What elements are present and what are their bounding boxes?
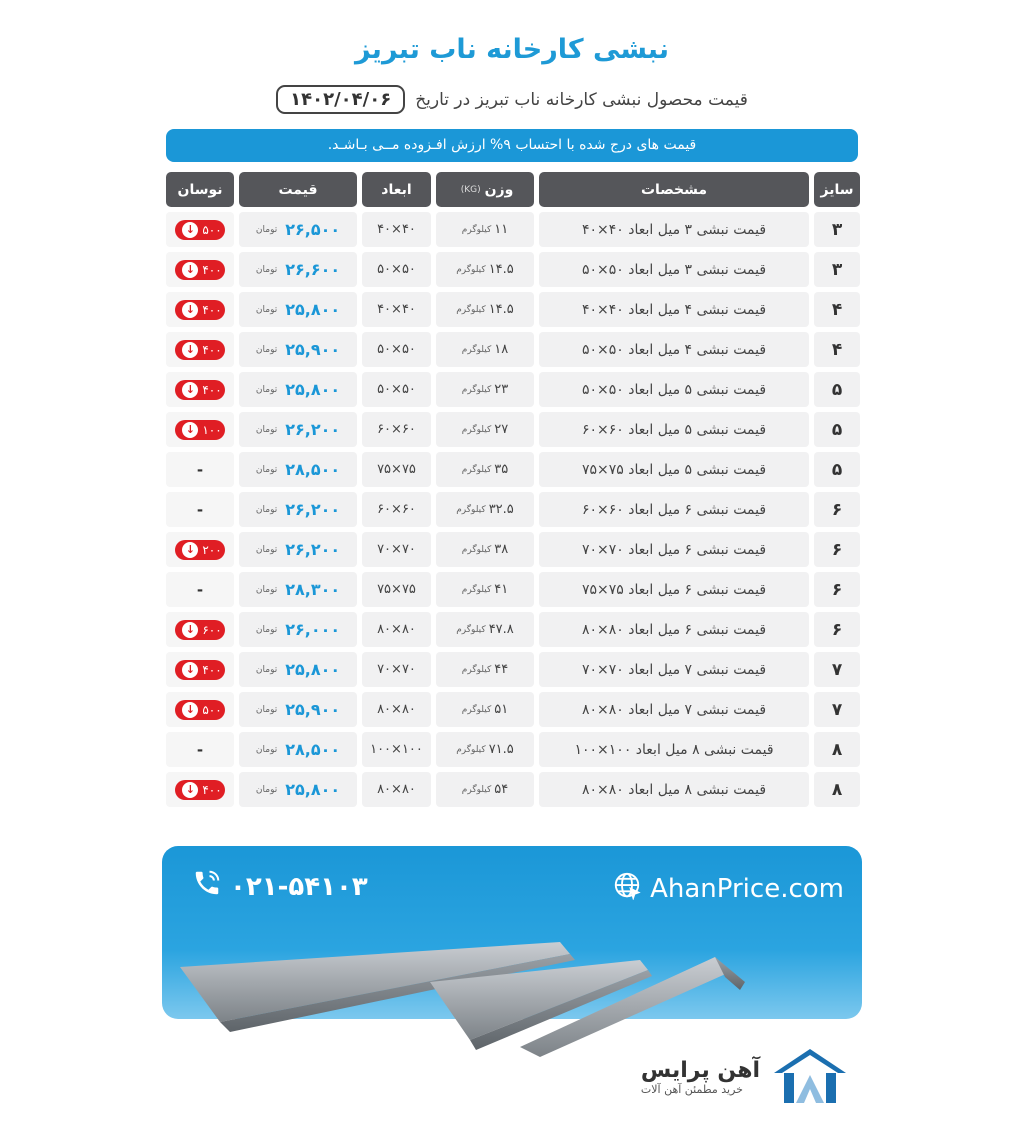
price-down-badge: [175, 420, 224, 440]
dims-cell: ۴۰×۴۰: [362, 292, 431, 327]
table-row: [164, 252, 860, 287]
header-weight: [436, 172, 534, 207]
price-down-badge: [175, 620, 224, 640]
arrow-down-icon: ↓: [182, 782, 198, 798]
weight-cell: [436, 252, 534, 287]
size-cell: ۷: [814, 692, 860, 727]
size-cell: ۷: [814, 652, 860, 687]
website-url: AhanPrice.com: [650, 873, 844, 904]
fluct-cell: [166, 692, 234, 727]
dims-cell: ۷۰×۷۰: [362, 532, 431, 567]
table-row: [164, 732, 860, 767]
weight-cell: [436, 532, 534, 567]
weight-value: ۴۴: [494, 662, 509, 677]
header-weight-label: وزن: [484, 181, 514, 198]
weight-value: ۱۴.۵: [488, 302, 514, 317]
globe-icon: [612, 870, 642, 907]
currency-label: تومان: [255, 304, 278, 315]
header-size: سایز: [814, 172, 860, 207]
table-row: [164, 372, 860, 407]
price-down-badge: [175, 380, 224, 400]
table-row: [164, 412, 860, 447]
spec-cell: قیمت نبشی ۳ میل ابعاد ۵۰×۵۰: [539, 252, 809, 287]
logo-icon: [770, 1045, 850, 1109]
fluct-cell: [166, 372, 234, 407]
price-down-badge: [175, 340, 224, 360]
size-cell: ۵: [814, 452, 860, 487]
arrow-down-icon: ↓: [182, 702, 198, 718]
dims-cell: ۸۰×۸۰: [362, 772, 431, 807]
header-spec: مشخصات: [539, 172, 809, 207]
weight-value: ۱۸: [494, 342, 509, 357]
fluct-cell: [166, 532, 234, 567]
fluct-cell: [166, 252, 234, 287]
weight-value: ۳۲.۵: [488, 502, 514, 517]
fluct-cell: [166, 652, 234, 687]
table-row: [164, 772, 860, 807]
weight-cell: [436, 292, 534, 327]
dims-cell: ۷۵×۷۵: [362, 572, 431, 607]
fluct-none: -: [196, 740, 204, 759]
weight-unit: کیلوگرم: [461, 544, 492, 555]
dims-cell: ۶۰×۶۰: [362, 412, 431, 447]
steel-angle-illustration: [170, 932, 750, 1062]
price-cell: [239, 332, 357, 367]
fluct-value: ۵۰۰: [202, 702, 222, 717]
price-value: ۲۵,۸۰۰: [285, 780, 341, 799]
dims-cell: ۵۰×۵۰: [362, 252, 431, 287]
weight-cell: [436, 612, 534, 647]
currency-label: تومان: [255, 504, 278, 515]
weight-unit: کیلوگرم: [456, 304, 486, 315]
vat-note: قیمت های درج شده با احتساب ۹% ارزش افـزوده مــی بـاشـد.: [166, 129, 858, 162]
price-value: ۲۵,۹۰۰: [285, 700, 341, 719]
fluct-value: ۴۰۰: [202, 302, 222, 317]
dims-cell: ۶۰×۶۰: [362, 492, 431, 527]
spec-cell: قیمت نبشی ۶ میل ابعاد ۸۰×۸۰: [539, 612, 809, 647]
weight-cell: [436, 492, 534, 527]
weight-cell: [436, 692, 534, 727]
size-cell: ۳: [814, 252, 860, 287]
spec-cell: قیمت نبشی ۴ میل ابعاد ۴۰×۴۰: [539, 292, 809, 327]
weight-unit: کیلوگرم: [461, 384, 492, 395]
price-cell: [239, 452, 357, 487]
dims-cell: ۷۰×۷۰: [362, 652, 431, 687]
arrow-down-icon: ↓: [182, 302, 198, 318]
subtitle: [0, 85, 1024, 114]
price-value: ۲۸,۳۰۰: [285, 580, 341, 599]
price-value: ۲۶,۰۰۰: [285, 620, 341, 639]
weight-unit: کیلوگرم: [456, 264, 486, 275]
size-cell: ۸: [814, 732, 860, 767]
price-cell: [239, 212, 357, 247]
size-cell: ۶: [814, 572, 860, 607]
logo-text: [641, 1058, 760, 1096]
weight-cell: [436, 212, 534, 247]
weight-unit: کیلوگرم: [461, 224, 492, 235]
date-badge: ۱۴۰۲/۰۴/۰۶: [276, 85, 405, 114]
dims-cell: ۴۰×۴۰: [362, 212, 431, 247]
spec-cell: قیمت نبشی ۶ میل ابعاد ۷۰×۷۰: [539, 532, 809, 567]
spec-cell: قیمت نبشی ۶ میل ابعاد ۷۵×۷۵: [539, 572, 809, 607]
weight-cell: [436, 372, 534, 407]
arrow-down-icon: ↓: [182, 622, 198, 638]
spec-cell: قیمت نبشی ۷ میل ابعاد ۸۰×۸۰: [539, 692, 809, 727]
size-cell: ۴: [814, 332, 860, 367]
price-cell: [239, 252, 357, 287]
price-value: ۲۵,۸۰۰: [285, 660, 341, 679]
phone-icon: [192, 868, 222, 905]
table-row: [164, 532, 860, 567]
price-value: ۲۸,۵۰۰: [285, 740, 341, 759]
table-row: [164, 212, 860, 247]
price-down-badge: [175, 300, 224, 320]
spec-cell: قیمت نبشی ۸ میل ابعاد ۸۰×۸۰: [539, 772, 809, 807]
size-cell: ۴: [814, 292, 860, 327]
arrow-down-icon: ↓: [182, 422, 198, 438]
header-weight-unit: (KG): [460, 184, 481, 195]
weight-unit: کیلوگرم: [461, 584, 492, 595]
fluct-cell: [166, 292, 234, 327]
spec-cell: قیمت نبشی ۵ میل ابعاد ۵۰×۵۰: [539, 372, 809, 407]
dims-cell: ۱۰۰×۱۰۰: [362, 732, 431, 767]
currency-label: تومان: [255, 424, 278, 435]
table-row: [164, 652, 860, 687]
weight-unit: کیلوگرم: [456, 744, 486, 755]
fluct-value: ۲۰۰: [202, 542, 222, 557]
price-cell: [239, 532, 357, 567]
fluct-value: ۴۰۰: [202, 262, 222, 277]
price-value: ۲۶,۲۰۰: [285, 540, 341, 559]
weight-cell: [436, 732, 534, 767]
weight-value: ۷۱.۵: [488, 742, 514, 757]
fluct-value: ۴۰۰: [202, 342, 222, 357]
weight-value: ۵۱: [494, 702, 509, 717]
fluct-value: ۴۰۰: [202, 782, 222, 797]
arrow-down-icon: ↓: [182, 542, 198, 558]
table-body: [164, 212, 860, 807]
currency-label: تومان: [255, 384, 278, 395]
table-row: [164, 572, 860, 607]
weight-unit: کیلوگرم: [456, 504, 486, 515]
price-cell: [239, 612, 357, 647]
weight-unit: کیلوگرم: [461, 704, 492, 715]
spec-cell: قیمت نبشی ۵ میل ابعاد ۷۵×۷۵: [539, 452, 809, 487]
price-down-badge: [175, 220, 224, 240]
price-cell: [239, 772, 357, 807]
weight-value: ۴۷.۸: [488, 622, 514, 637]
weight-unit: کیلوگرم: [461, 784, 492, 795]
fluct-cell: [166, 412, 234, 447]
logo-tagline: خرید مطمئن آهن آلات: [640, 1083, 743, 1096]
table-row: [164, 452, 860, 487]
fluct-cell: [166, 212, 234, 247]
dims-cell: ۵۰×۵۰: [362, 372, 431, 407]
phone-number: ۰۲۱-۵۴۱۰۳: [230, 871, 368, 902]
price-value: ۲۵,۹۰۰: [285, 340, 341, 359]
table-row: [164, 292, 860, 327]
currency-label: تومان: [255, 544, 278, 555]
currency-label: تومان: [255, 264, 278, 275]
weight-cell: [436, 332, 534, 367]
fluct-none: -: [196, 500, 204, 519]
weight-value: ۲۷: [494, 422, 509, 437]
spec-cell: قیمت نبشی ۶ میل ابعاد ۶۰×۶۰: [539, 492, 809, 527]
fluct-cell: [166, 772, 234, 807]
price-value: ۲۶,۲۰۰: [285, 420, 341, 439]
subtitle-text: قیمت محصول نبشی کارخانه ناب تبریز در تاریخ: [415, 89, 748, 110]
size-cell: ۶: [814, 612, 860, 647]
currency-label: تومان: [255, 704, 278, 715]
currency-label: تومان: [255, 344, 278, 355]
price-value: ۲۸,۵۰۰: [285, 460, 341, 479]
logo-name: آهن پرایس: [640, 1058, 760, 1083]
currency-label: تومان: [255, 624, 278, 635]
weight-unit: کیلوگرم: [461, 664, 492, 675]
phone-contact[interactable]: [192, 868, 368, 905]
size-cell: ۸: [814, 772, 860, 807]
price-cell: [239, 412, 357, 447]
currency-label: تومان: [255, 744, 278, 755]
price-value: ۲۶,۲۰۰: [285, 500, 341, 519]
table-row: [164, 692, 860, 727]
weight-unit: کیلوگرم: [456, 624, 486, 635]
weight-value: ۵۴: [494, 782, 509, 797]
header-price: قیمت: [239, 172, 357, 207]
table-row: [164, 612, 860, 647]
price-cell: [239, 652, 357, 687]
fluct-cell: [166, 492, 234, 527]
arrow-down-icon: ↓: [182, 262, 198, 278]
header-fluct: نوسان: [166, 172, 234, 207]
arrow-down-icon: ↓: [182, 662, 198, 678]
currency-label: تومان: [255, 224, 278, 235]
size-cell: ۵: [814, 412, 860, 447]
fluct-none: -: [196, 460, 204, 479]
price-cell: [239, 292, 357, 327]
spec-cell: قیمت نبشی ۸ میل ابعاد ۱۰۰×۱۰۰: [539, 732, 809, 767]
weight-value: ۱۱: [494, 222, 509, 237]
dims-cell: ۷۵×۷۵: [362, 452, 431, 487]
price-cell: [239, 492, 357, 527]
spec-cell: قیمت نبشی ۷ میل ابعاد ۷۰×۷۰: [539, 652, 809, 687]
fluct-cell: [166, 572, 234, 607]
weight-cell: [436, 412, 534, 447]
fluct-value: ۴۰۰: [202, 382, 222, 397]
price-value: ۲۶,۶۰۰: [285, 260, 341, 279]
size-cell: ۶: [814, 492, 860, 527]
header-dims: ابعاد: [362, 172, 431, 207]
page-title: نبشی کارخانه ناب تبریز: [355, 34, 669, 65]
weight-value: ۳۸: [494, 542, 509, 557]
currency-label: تومان: [255, 784, 278, 795]
weight-cell: [436, 772, 534, 807]
weight-cell: [436, 572, 534, 607]
weight-unit: کیلوگرم: [461, 424, 492, 435]
currency-label: تومان: [255, 664, 278, 675]
dims-cell: ۸۰×۸۰: [362, 692, 431, 727]
size-cell: ۶: [814, 532, 860, 567]
size-cell: ۳: [814, 212, 860, 247]
weight-value: ۳۵: [494, 462, 509, 477]
price-down-badge: [175, 780, 224, 800]
fluct-none: -: [196, 580, 204, 599]
spec-cell: قیمت نبشی ۳ میل ابعاد ۴۰×۴۰: [539, 212, 809, 247]
currency-label: تومان: [255, 464, 278, 475]
price-down-badge: [175, 540, 224, 560]
arrow-down-icon: ↓: [182, 382, 198, 398]
weight-value: ۲۳: [494, 382, 509, 397]
price-cell: [239, 732, 357, 767]
fluct-cell: [166, 732, 234, 767]
fluct-cell: [166, 332, 234, 367]
price-down-badge: [175, 660, 224, 680]
price-cell: [239, 372, 357, 407]
weight-cell: [436, 452, 534, 487]
price-value: ۲۵,۸۰۰: [285, 300, 341, 319]
website-link[interactable]: [612, 870, 844, 907]
size-cell: ۵: [814, 372, 860, 407]
fluct-value: ۱۰۰: [202, 422, 222, 437]
price-cell: [239, 692, 357, 727]
brand-logo: [634, 1044, 850, 1110]
arrow-down-icon: ↓: [182, 222, 198, 238]
fluct-cell: [166, 452, 234, 487]
price-table: [164, 172, 860, 812]
fluct-value: ۵۰۰: [202, 222, 222, 237]
weight-unit: کیلوگرم: [461, 464, 492, 475]
table-row: [164, 492, 860, 527]
weight-unit: کیلوگرم: [461, 344, 492, 355]
price-down-badge: [175, 700, 224, 720]
spec-cell: قیمت نبشی ۵ میل ابعاد ۶۰×۶۰: [539, 412, 809, 447]
price-cell: [239, 572, 357, 607]
weight-value: ۴۱: [494, 582, 509, 597]
price-value: ۲۵,۸۰۰: [285, 380, 341, 399]
fluct-cell: [166, 612, 234, 647]
weight-cell: [436, 652, 534, 687]
arrow-down-icon: ↓: [182, 342, 198, 358]
price-down-badge: [175, 260, 224, 280]
fluct-value: ۴۰۰: [202, 662, 222, 677]
table-header: [164, 172, 860, 207]
price-value: ۲۶,۵۰۰: [285, 220, 341, 239]
dims-cell: ۸۰×۸۰: [362, 612, 431, 647]
fluct-value: ۶۰۰: [202, 622, 222, 637]
spec-cell: قیمت نبشی ۴ میل ابعاد ۵۰×۵۰: [539, 332, 809, 367]
table-row: [164, 332, 860, 367]
dims-cell: ۵۰×۵۰: [362, 332, 431, 367]
currency-label: تومان: [255, 584, 278, 595]
weight-value: ۱۴.۵: [488, 262, 514, 277]
